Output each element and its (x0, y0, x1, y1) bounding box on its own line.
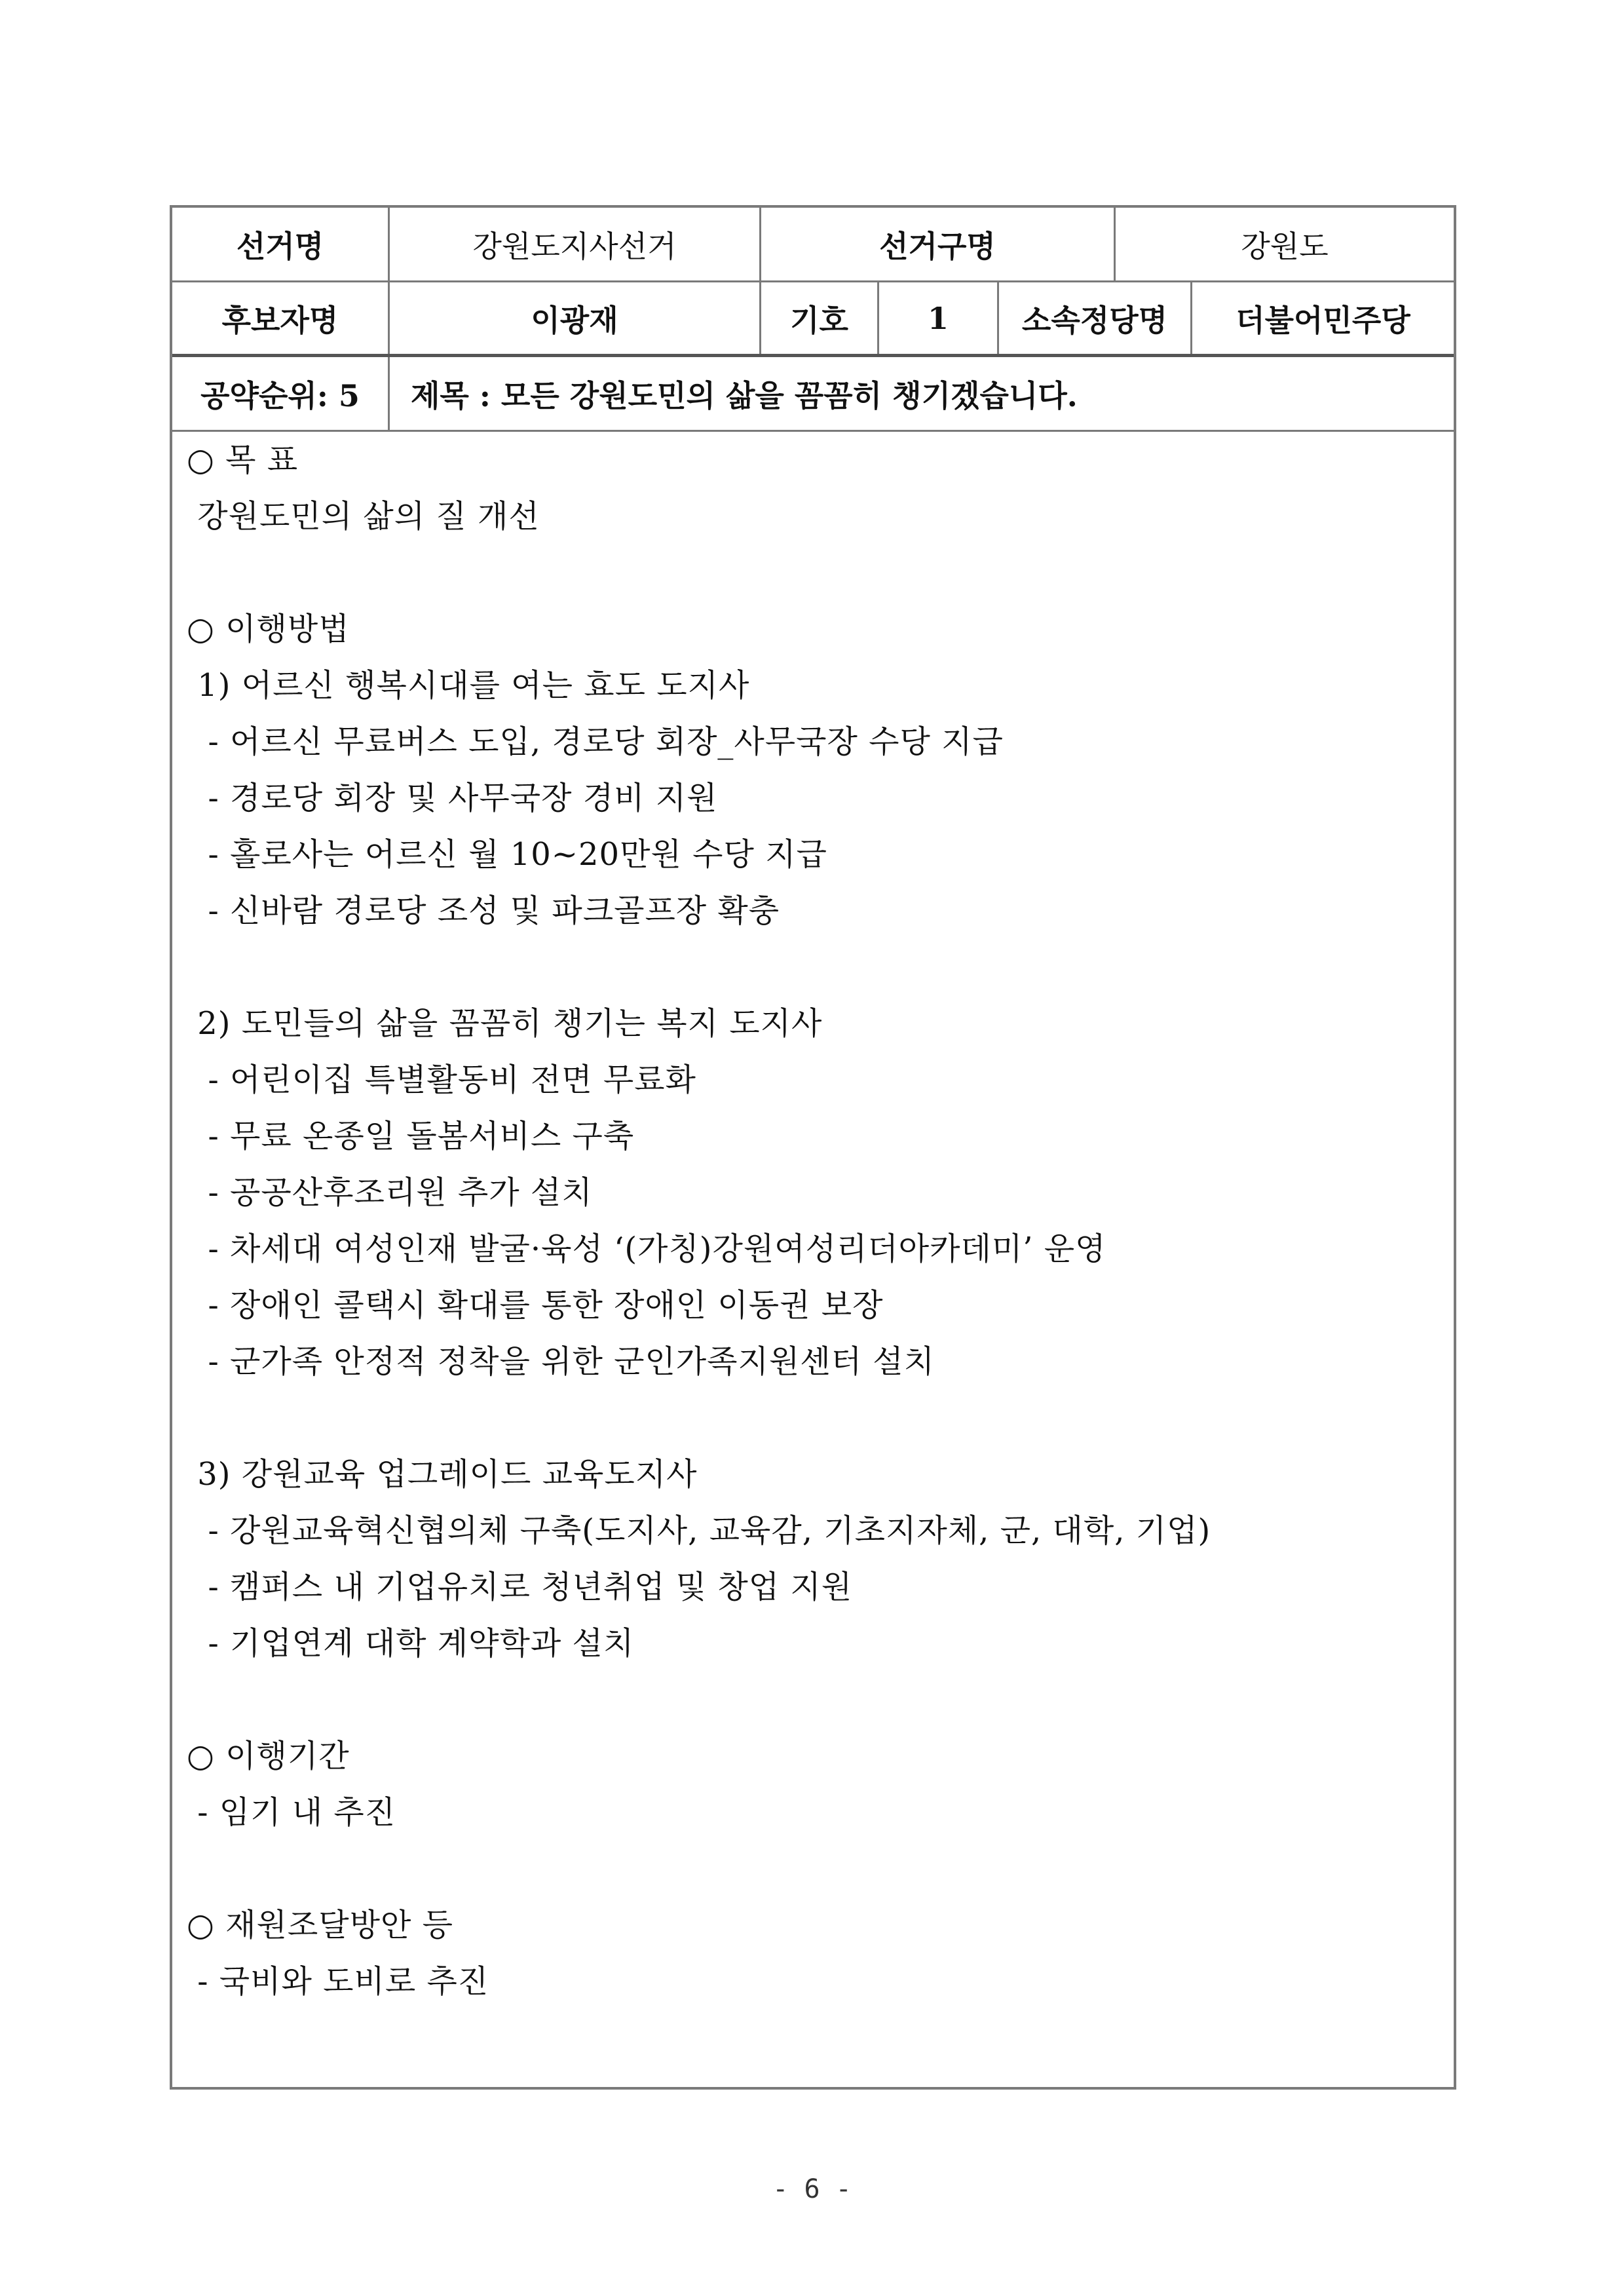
section-heading-method: ○ 이행방법 (187, 611, 350, 647)
candidate-label: 후보자명 (172, 282, 390, 354)
header-row-candidate (172, 282, 1454, 357)
district-value: 강원도 (1241, 228, 1329, 264)
funding-text: - 국비와 도비로 추진 (187, 1963, 489, 2000)
method-item: - 기업연계 대학 계약학과 설치 (187, 1625, 635, 1662)
header-row-election (172, 208, 1454, 282)
pledge-body (172, 432, 1454, 2010)
method-item: - 공공산후조리원 추가 설치 (187, 1174, 593, 1211)
spacer (187, 939, 1454, 995)
spacer (187, 545, 1454, 601)
party-label: 소속정당명 (999, 282, 1192, 354)
pledge-table (170, 205, 1456, 2090)
method-subheading-2: 2) 도민들의 삶을 꼼꼼히 챙기는 복지 도지사 (187, 1005, 823, 1042)
section-heading-period: ○ 이행기간 (187, 1738, 350, 1774)
spacer (187, 1390, 1454, 1446)
method-item: - 어린이집 특별활동비 전면 무료화 (187, 1062, 696, 1098)
method-item: - 장애인 콜택시 확대를 통한 장애인 이동권 보장 (187, 1287, 884, 1324)
page-number: - 6 - (772, 2174, 852, 2204)
method-item: - 무료 온종일 돌봄서비스 구축 (187, 1118, 635, 1155)
section-heading-funding: ○ 재원조달방안 등 (187, 1907, 453, 1943)
pledge-title: 제목 : 모든 강원도민의 삶을 꼼꼼히 챙기겠습니다. (411, 377, 1078, 413)
method-item: - 차세대 여성인재 발굴·육성 ‘(가칭)강원여성리더아카데미’ 운영 (187, 1231, 1106, 1267)
candidate-name: 이광재 (390, 282, 761, 354)
method-item: - 어르신 무료버스 도입, 경로당 회장_사무국장 수당 지급 (187, 723, 1004, 760)
method-item: - 캠퍼스 내 기업유치로 청년취업 및 창업 지원 (187, 1569, 853, 1605)
method-subheading-3: 3) 강원교육 업그레이드 교육도지사 (187, 1456, 698, 1493)
goal-text: 강원도민의 삶의 질 개선 (187, 498, 540, 535)
party-value: 더불어민주당 (1236, 302, 1410, 338)
method-item: - 강원교육혁신협의체 구축(도지사, 교육감, 기초지자체, 군, 대학, 기업) (187, 1512, 1211, 1549)
period-text: - 임기 내 추진 (187, 1794, 396, 1831)
pledge-title-row (172, 357, 1454, 432)
method-item: - 경로당 회장 및 사무국장 경비 지원 (187, 780, 718, 816)
method-subheading-1: 1) 어르신 행복시대를 여는 효도 도지사 (187, 667, 750, 704)
pledge-rank: 공약순위: 5 (172, 357, 390, 430)
number-label: 기호 (761, 282, 879, 354)
election-name-value: 강원도지사선거 (390, 208, 761, 280)
election-name-label: 선거명 (172, 208, 390, 280)
number-value: 1 (879, 282, 999, 354)
section-heading-goal: ○ 목 표 (187, 442, 299, 478)
spacer (187, 1672, 1454, 1728)
method-item: - 홀로사는 어르신 월 10~20만원 수당 지급 (187, 836, 827, 873)
method-item: - 군가족 안정적 정착을 위한 군인가족지원센터 설치 (187, 1343, 935, 1380)
spacer (187, 1841, 1454, 1897)
method-item: - 신바람 경로당 조성 및 파크골프장 확충 (187, 892, 780, 929)
district-label: 선거구명 (761, 208, 1116, 280)
